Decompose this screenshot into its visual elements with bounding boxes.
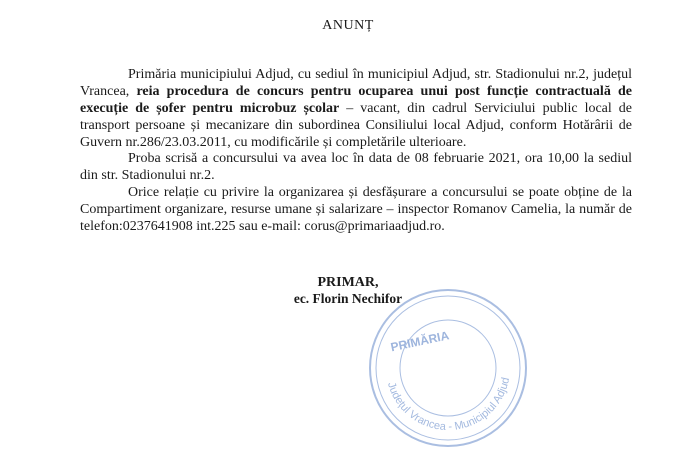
- announcement-paragraph-1: [80, 66, 632, 151]
- document-title: ANUNȚ: [322, 18, 374, 33]
- announcement-paragraph-3: [80, 184, 632, 235]
- paragraph-1-intro: Primăria municipiului Adjud, cu sediul în municipiul Adjud, str. Stadionului nr.2, județul Vrancea,: [80, 67, 632, 99]
- signature-name: ec. Florin Nechifor: [293, 291, 403, 306]
- signature-title: PRIMAR,: [317, 275, 379, 290]
- announcement-paragraph-2: [80, 150, 632, 184]
- stamp-center-text: PRIMĂRIA: [389, 328, 451, 355]
- paragraph-3-text: Orice relație cu privire la organizarea și desfășurare a concursului se poate obține de la Compartiment organizare, resurse umane și salarizare – inspector Romanov Camelia, la număr de telefon:0237641908 int.225 sau e-mail: corus@primariaadjud.ro.: [80, 185, 632, 234]
- paragraph-1-bold-position: reia procedura de concurs pentru ocuparea unui post funcție contractuală de execuție de șofer pentru microbuz școlar: [80, 84, 632, 116]
- paragraph-2-text: Proba scrisă a concursului va avea loc în data de 08 februarie 2021, ora 10,00 la sediul din str. Stadionului nr.2.: [80, 151, 632, 183]
- paragraph-1-details: – vacant, din cadrul Serviciului public local de transport persoane și mecanizare din subordinea Consiliului local Adjud, conform Hotărârii de Guvern nr.286/23.03.2011, cu modificările și completările ulterioare.: [80, 101, 632, 150]
- stamp-ring-textpath: Județul Vrancea - Municipiul Adjud: [385, 376, 513, 434]
